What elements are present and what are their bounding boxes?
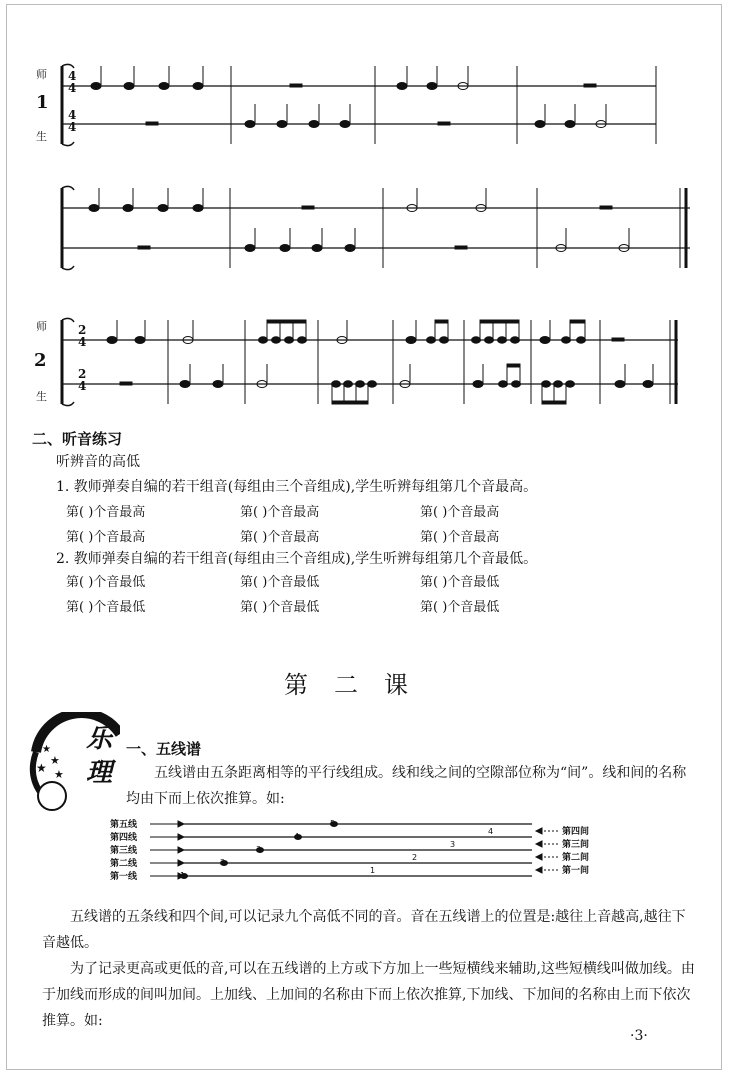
staff-diagram	[100, 812, 610, 896]
staff-line-label: 第三线	[110, 846, 138, 856]
answer-blank: 第( )个音最高	[66, 530, 146, 545]
exercise-number: 1	[36, 92, 49, 113]
svg-text:★: ★	[34, 734, 43, 745]
svg-text:★: ★	[36, 761, 47, 775]
student-label-2: 生	[36, 390, 47, 403]
answer-blank: 第( )个音最低	[240, 575, 320, 590]
staff-number: 3	[256, 845, 262, 854]
teacher-label-2: 师	[36, 320, 47, 333]
staff-space-label: 第一间	[562, 866, 590, 876]
staff-number: 1	[180, 871, 186, 880]
lesson-title: 第二课	[284, 671, 434, 699]
listening-item-1: 1. 教师弹奏自编的若干组音(每组由三个音组成),学生听辨每组第几个音最高。	[56, 479, 538, 495]
answer-blank: 第( )个音最高	[420, 530, 500, 545]
answer-blank: 第( )个音最高	[240, 505, 320, 520]
listening-subtitle: 听辨音的高低	[56, 454, 140, 470]
time-signature-ex1-bottom: 4 4	[68, 108, 77, 134]
staff-number: 2	[220, 858, 226, 867]
time-signature-ex2-bottom: 2 4	[78, 367, 87, 393]
staff-number: 4	[294, 832, 300, 841]
music-theory-badge-label: 乐理	[86, 724, 113, 788]
answer-blank: 第( )个音最高	[240, 530, 320, 545]
answer-blank: 第( )个音最高	[66, 505, 146, 520]
time-signature-ex2-top: 2 4	[78, 323, 87, 349]
staff-line-label: 第五线	[110, 820, 138, 830]
answer-blank: 第( )个音最低	[66, 575, 146, 590]
staff-line-label: 第四线	[110, 833, 138, 843]
listening-item-2: 2. 教师弹奏自编的若干组音(每组由三个音组成),学生听辨每组第几个音最低。	[56, 551, 538, 567]
answer-blank: 第( )个音最低	[420, 575, 500, 590]
answer-blank: 第( )个音最低	[420, 600, 500, 615]
staff-number: 4	[488, 827, 494, 836]
answer-blank: 第( )个音最低	[66, 600, 146, 615]
staff-space-label: 第四间	[562, 827, 590, 837]
answer-blank: 第( )个音最低	[240, 600, 320, 615]
staff-number: 2	[412, 853, 418, 862]
time-signature-ex1-top: 4 4	[68, 69, 77, 95]
staff-heading: 一、五线谱	[126, 740, 202, 758]
staff-paragraph-3: 为了记录更高或更低的音,可以在五线谱的上方或下方加上一些短横线来辅助,这些短横线叫做加线。由于加线而形成的间叫加间。上加线、上加间的名称由下而上依次推算,下加线、下加间的名称由上而下依次推算。如:	[42, 961, 695, 1029]
staff-space-label: 第三间	[562, 840, 590, 850]
svg-text:★: ★	[50, 754, 60, 767]
page-number: ·3·	[630, 1028, 648, 1044]
teacher-label: 师	[36, 68, 47, 81]
exercise-number-2: 2	[34, 350, 47, 371]
answer-blank: 第( )个音最高	[420, 505, 500, 520]
rhythm-score	[0, 0, 730, 420]
staff-space-label: 第二间	[562, 853, 590, 863]
staff-paragraph-1: 五线谱由五条距离相等的平行线组成。线和线之间的空隙部位称为“间”。线和间的名称均由下而上依次推算。如:	[126, 765, 687, 807]
svg-text:★: ★	[42, 744, 51, 755]
student-label: 生	[36, 130, 47, 143]
staff-number: 1	[370, 866, 376, 875]
staff-number: 3	[450, 840, 456, 849]
staff-number: 5	[330, 819, 336, 828]
staff-line-label: 第一线	[110, 872, 138, 882]
listening-title: 二、听音练习	[32, 430, 123, 448]
svg-text:★: ★	[54, 768, 64, 781]
staff-paragraph-2: 五线谱的五条线和四个间,可以记录九个高低不同的音。音在五线谱上的位置是:越往上音越高,越往下音越低。	[42, 909, 686, 951]
staff-line-label: 第二线	[110, 859, 138, 869]
